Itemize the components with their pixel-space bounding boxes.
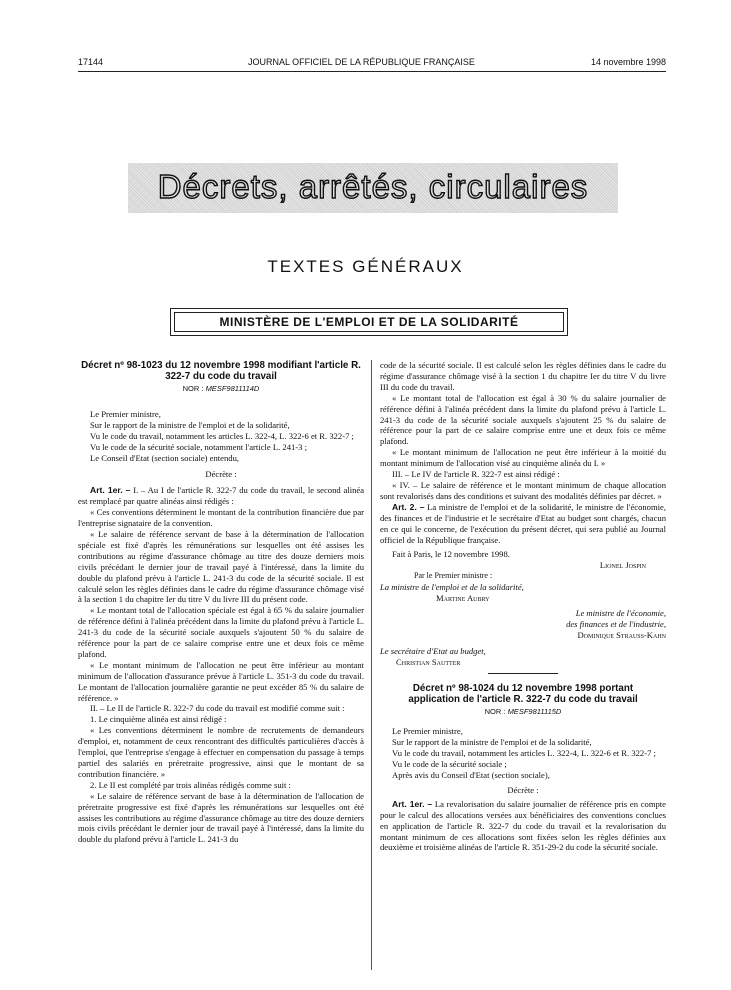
decree2-visa: Le Premier ministre, bbox=[392, 726, 463, 737]
minister-economie-2: des finances et de l'industrie, bbox=[566, 618, 666, 629]
signatory-sautter: Christian Sautter bbox=[396, 656, 461, 667]
decree1-paragraph: « Le montant total de l'allocation spéciale est égal à 65 % du salaire journalier de référence défini à l'alinéa précédent dans la limite du plafond prévu à l'article L. 241-3 du code de la sécurité sociale auxquels s'ajoutent 50 % du salaire de référence pour la part de ce salaire comprise entre une et deux fois ce même plafond. bbox=[78, 605, 364, 659]
decree1-paragraph: 1. Le cinquième alinéa est ainsi rédigé : bbox=[90, 714, 227, 725]
decree2-art1: Art. 1er. – La revalorisation du salaire journalier de référence pris en compte pour le calcul des allocations versées aux bénéficiaires des conventions conclues en application de l'article R. 322-7 du code du travail et la revalorisation du montant minimum de ces allocations sont fixées selon les règles définies aux deuxième et troisième alinéas de l'article R. 351-29-2 du code la sécurité sociale. bbox=[380, 798, 666, 853]
decree1-paragraph: « Le salaire de référence servant de base à la détermination de l'allocation spéciale est fixé d'après les rémunérations sur lesquelles ont été assises les contributions au régime d'assurance chômage au titre des douze derniers mois civils précédant le dernier jour de travail payé à l'intéressé, dans la limite du double du plafond prévu à l'article L. 241-3 du code de la sécurité sociale. Il est calculé selon les règles définies dans le cadre du régime d'assurance chômage visé à la section 1 du chapitre Ier du titre V du livre III du présent code. bbox=[78, 528, 364, 605]
issue-date: 14 novembre 1998 bbox=[590, 57, 666, 67]
decree1-done-at: Fait à Paris, le 12 novembre 1998. bbox=[392, 549, 510, 560]
minister-emploi: La ministre de l'emploi et de la solidarité, bbox=[380, 582, 524, 593]
decree1-paragraph: « Le salaire de référence servant de base à la détermination de l'allocation de préretraite progressive est fixé d'après les rémunérations sur lesquelles ont été assises les contributions au régime d'assurance chômage au titre des douze derniers mois civils précédant le dernier jour de travail payé à l'intéressé, dans la limite du double du plafond prévu à l'article L. 241-3 du bbox=[78, 790, 364, 845]
decree1-paragraph: « IV. – Le salaire de référence et le montant minimum de chaque allocation sont revalorisés dans des conditions et suivant des modalités définies par décret. » bbox=[380, 479, 666, 501]
journal-title: JOURNAL OFFICIEL DE LA RÉPUBLIQUE FRANÇAISE bbox=[248, 57, 475, 67]
secretary-budget: Le secrétaire d'Etat au budget, bbox=[380, 645, 486, 656]
right-column bbox=[380, 360, 666, 853]
decree1-paragraph: « Le montant minimum de l'allocation ne peut être inférieur au montant minimum de l'allocation d'assurance prévue à l'article L. 351-3 du code du travail. Le montant de l'allocation journalière garantie ne peut excéder 85 % du salaire de référence. » bbox=[78, 659, 364, 703]
header-rule bbox=[78, 71, 666, 72]
ministry-box bbox=[170, 308, 568, 336]
section-title: TEXTES GÉNÉRAUX bbox=[267, 257, 464, 276]
decree2-visa: Vu le code du travail, notamment les articles L. 322-4, L. 322-6 et R. 322-7 ; bbox=[392, 748, 656, 759]
decree1-visa: Sur le rapport de la ministre de l'emploi et de la solidarité, bbox=[90, 419, 290, 430]
decree1-visa: Vu le code de la sécurité sociale, notamment l'article L. 241-3 ; bbox=[90, 441, 307, 452]
decree1-paragraph: « Le montant total de l'allocation est égal à 30 % du salaire journalier de référence défini à l'alinéa précédent dans la limite du plafond prévu à l'article L. 241-3 du code de la sécurité sociale auxquels s'ajoutent 25 % du salaire de référence pour la part de ce salaire comprise entre une et deux fois ce même plafond. bbox=[380, 392, 666, 447]
decree-separator bbox=[488, 673, 558, 674]
ministry-title: MINISTÈRE DE L'EMPLOI ET DE LA SOLIDARITÉ bbox=[174, 312, 564, 332]
left-column bbox=[78, 360, 364, 845]
decree2-nor: NOR : MESF9811115D bbox=[484, 707, 562, 717]
decree1-paragraph: « Le montant minimum de l'allocation ne peut être inférieur à la moitié du montant minimum de l'allocation visé au cinquième alinéa du I. » bbox=[380, 447, 666, 469]
decree1-paragraph: III. – Le IV de l'article R. 322-7 est ainsi rédigé : bbox=[392, 469, 560, 480]
signatory-strauss-kahn: Dominique Strauss-Kahn bbox=[577, 629, 666, 640]
signatory-jospin: Lionel Jospin bbox=[599, 560, 646, 571]
decree1-nor: NOR : MESF9811114D bbox=[182, 384, 260, 393]
decree1-visa: Vu le code du travail, notamment les articles L. 322-4, L. 322-6 et R. 322-7 ; bbox=[90, 430, 354, 441]
banner-title: Décrets, arrêtés, circulaires bbox=[157, 168, 589, 205]
decree1-continued: code de la sécurité sociale. Il est calculé selon les règles définies dans le cadre du régime d'assurance chômage visé à la section 1 du chapitre Ier du titre V du livre III du code du travail. bbox=[380, 360, 666, 392]
decree1-decrete: Décrète : bbox=[205, 469, 237, 480]
decree1-paragraph: 2. Le II est complété par trois alinéas rédigés comme suit : bbox=[90, 779, 291, 790]
decree1-paragraph: « Ces conventions déterminent le montant de la contribution financière due par l'entreprise signataire de la convention. bbox=[78, 507, 364, 529]
decree1-paragraph: « Les conventions déterminent le nombre de recrutements de demandeurs d'emploi, et, notamment de ceux rencontrant des difficultés particulières d'accès à l'emploi, que l'entreprise s'engage à effectuer en compensation du passage à temps partiel des salariés en préretraite progressive, ainsi que le montant de sa contribution financière. » bbox=[78, 725, 364, 779]
art1-label: Art. 1er. – bbox=[90, 485, 131, 496]
decree1-paragraph: II. – Le II de l'article R. 322-7 du code du travail est modifié comme suit : bbox=[90, 703, 345, 714]
decree2-visa: Sur le rapport de la ministre de l'emploi et de la solidarité, bbox=[392, 737, 592, 748]
decree2-decrete: Décrète : bbox=[507, 784, 539, 795]
minister-economie: Le ministre de l'économie, bbox=[575, 607, 666, 618]
art2-label: Art. 2. – bbox=[392, 501, 425, 512]
decree1-visa: Le Conseil d'Etat (section sociale) entendu, bbox=[90, 452, 240, 463]
decree2-visa: Après avis du Conseil d'Etat (section sociale), bbox=[392, 770, 550, 780]
decree2-art1-label: Art. 1er. – bbox=[392, 798, 433, 809]
column-divider bbox=[371, 360, 372, 970]
decree1-art2: Art. 2. – La ministre de l'emploi et de la solidarité, le ministre de l'économie, des finances et de l'industrie et le secrétaire d'Etat au budget sont chargés, chacun en ce qui le concerne, de l'exécution du présent décret, qui sera publié au Journal officiel de la République française. bbox=[380, 501, 666, 545]
par-premier-ministre: Par le Premier ministre : bbox=[414, 571, 493, 581]
decree1-art1: Art. 1er. – I. – Au I de l'article R. 322-7 du code du travail, le second alinéa est remplacé par quatre alinéas ainsi rédigés : bbox=[78, 485, 365, 507]
page-number: 17144 bbox=[78, 57, 104, 67]
decree2-title: Décret nº 98-1024 du 12 novembre 1998 portant application de l'article R. 322-7 du code du travail bbox=[408, 683, 638, 706]
decree1-title: Décret nº 98-1023 du 12 novembre 1998 modifiant l'article R. 322-7 du code du travail bbox=[81, 360, 361, 382]
decree1-visa: Le Premier ministre, bbox=[90, 408, 161, 419]
running-header bbox=[78, 57, 666, 71]
signatory-aubry: Martine Aubry bbox=[436, 593, 490, 604]
decree2-visa: Vu le code de la sécurité sociale ; bbox=[392, 759, 507, 770]
